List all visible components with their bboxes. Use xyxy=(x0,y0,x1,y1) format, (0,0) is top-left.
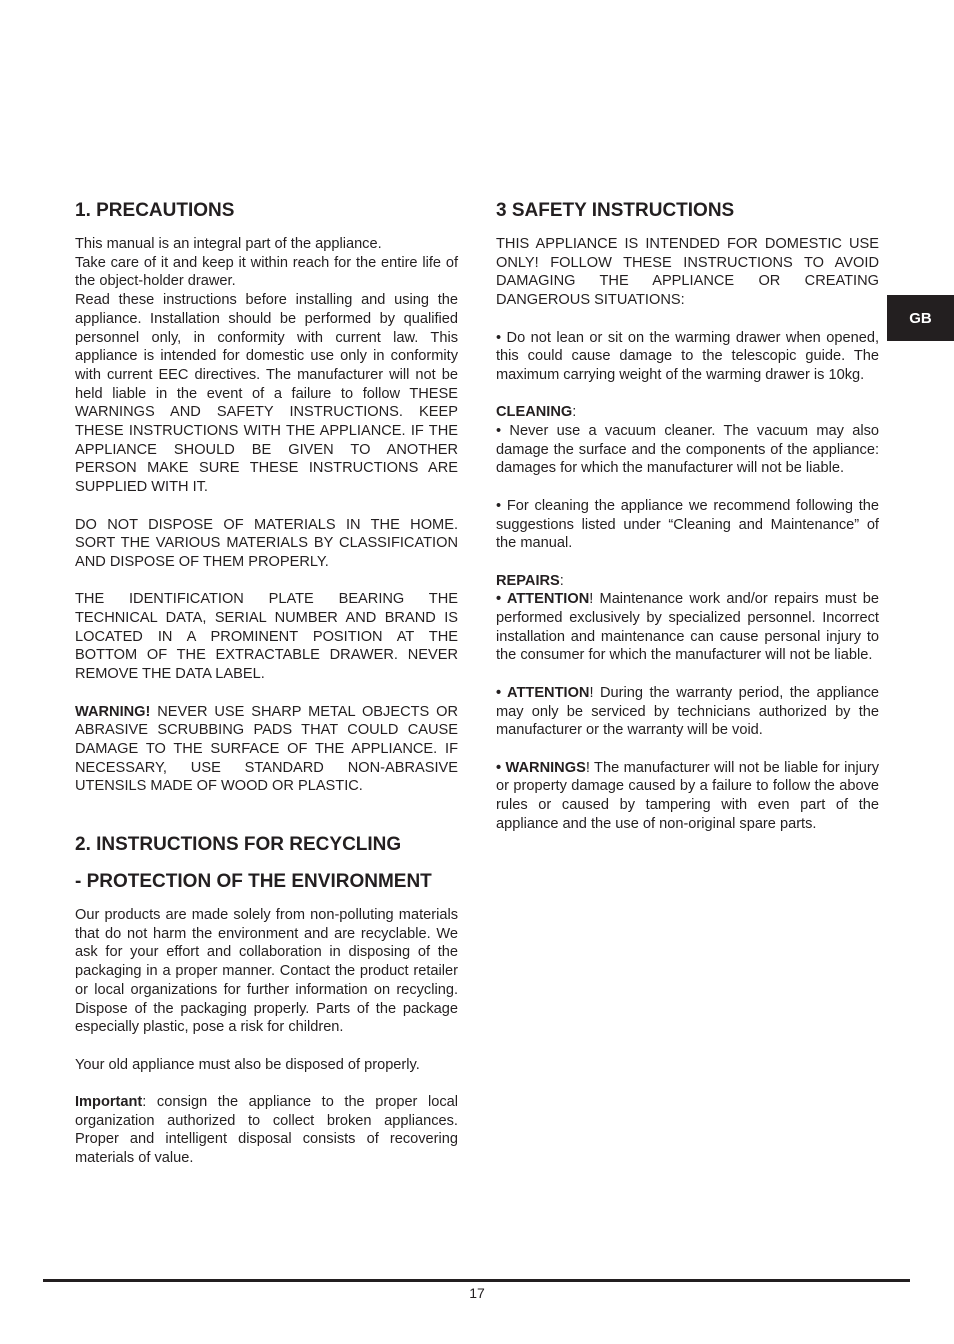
precautions-heading: 1. PRECAUTIONS xyxy=(75,200,235,221)
warnings-text: ! The manufacturer will not be liable for injury or property damage caused by a failure to follow the above rules or caused by tampering with even part of the appliance and the use of non-original spare parts. xyxy=(496,759,879,832)
attention1-text: ! Maintenance work and/or repairs must be performed exclusively by specialized personnel. Incorrect installation and maintenance can cause personal injury to the consumer for which the manufacturer will not be liable. xyxy=(496,591,879,664)
important-label: Important xyxy=(75,1094,143,1111)
attention2-label: • ATTENTION xyxy=(496,684,590,701)
precautions-id-plate-paragraph: THE IDENTIFICATION PLATE BEARING THE TECHNICAL DATA, SERIAL NUMBER AND BRAND IS LOCATED IN A PROMINENT POSITION AT THE BOTTOM OF THE EXTRACTABLE DRAWER. NEVER REMOVE THE DATA LABEL. xyxy=(75,591,458,683)
recycling-paragraph: Our products are made solely from non-polluting materials that do not harm the environment and are recyclable. We ask for your effort and collaboration in disposing of the packaging in a proper manner. Contact the product retailer or local organizations for further information on recycling. Dispose of the packaging properly. Parts of the package especially plastic, pose a risk for children. xyxy=(75,907,458,1036)
precautions-warning-paragraph xyxy=(75,703,458,797)
attention-maintenance-paragraph xyxy=(496,590,879,665)
important-text: : consign the appliance to the proper local organization authorized to collect broken appliances. Proper and intelligent disposal consists of recovering materials of value. xyxy=(75,1094,458,1167)
attention-warranty-paragraph xyxy=(496,684,879,740)
precautions-intro-line2: Take care of it and keep it within reach for the entire life of the object-holder drawer. xyxy=(75,254,458,290)
precautions-disposal-paragraph: DO NOT DISPOSE OF MATERIALS IN THE HOME. SORT THE VARIOUS MATERIALS BY CLASSIFICATION AND DISPOSE OF THEM PROPERLY. xyxy=(75,516,458,570)
footer-divider xyxy=(43,1279,910,1282)
important-paragraph xyxy=(75,1093,458,1168)
repairs-subheading xyxy=(496,572,879,591)
safety-intro: THIS APPLIANCE IS INTENDED FOR DOMESTIC USE ONLY! FOLLOW THESE INSTRUCTIONS TO AVOID DAMAGING THE APPLIANCE OR CREATING DANGEROUS SITUATIONS: xyxy=(496,236,879,309)
left-column xyxy=(75,198,458,1168)
cleaning-vacuum-paragraph: • Never use a vacuum cleaner. The vacuum may also damage the surface and the components of the appliance: damages for which the manufacturer will not be liable. xyxy=(496,423,879,477)
language-tab xyxy=(887,295,954,341)
cleaning-colon: : xyxy=(572,404,577,421)
cleaning-subheading xyxy=(496,403,879,422)
warning-label: WARNING! xyxy=(75,703,151,720)
cleaning-label: CLEANING xyxy=(496,404,573,421)
attention2-text: ! During the warranty period, the appliance may only be serviced by technicians authorized by the manufacturer or the warranty will be void. xyxy=(496,684,879,739)
drawer-note: • Do not lean or sit on the warming drawer when opened, this could cause damage to the telescopic guide. The maximum carrying weight of the warming drawer is 10kg. xyxy=(496,329,879,383)
attention1-label: • ATTENTION xyxy=(496,591,590,608)
warnings-label: • WARNINGS xyxy=(496,759,586,776)
warning-text: NEVER USE SHARP METAL OBJECTS OR ABRASIVE SCRUBBING PADS THAT COULD CAUSE DAMAGE TO THE SURFACE OF THE APPLIANCE. IF NECESSARY, USE STANDARD NON-ABRASIVE UTENSILS MADE OF WOOD OR PLASTIC. xyxy=(75,703,458,795)
language-tab-label: GB xyxy=(909,309,932,327)
recycling-heading-line2: - PROTECTION OF THE ENVIRONMENT xyxy=(75,871,432,893)
right-column xyxy=(496,198,879,833)
page-number: 17 xyxy=(469,1285,485,1301)
repairs-colon: : xyxy=(559,572,564,589)
safety-heading: 3 SAFETY INSTRUCTIONS xyxy=(496,200,735,221)
precautions-intro-line3: Read these instructions before installing and using the appliance. Installation should be performed by qualified personnel only, in conformity with current law. This appliance is intended for domestic use only in conformity with current EEC directives. The manufacturer will not be held liable in the event of a failure to follow THESE WARNINGS AND SAFETY INSTRUCTIONS. KEEP THESE INSTRUCTIONS WITH THE APPLIANCE. IF THE APPLIANCE SHOULD BE GIVEN TO ANOTHER PERSON MAKE SURE THESE INSTRUCTIONS ARE SUPPLIED WITH IT. xyxy=(75,292,458,496)
warnings-paragraph xyxy=(496,759,879,834)
precautions-intro-line1: This manual is an integral part of the appliance. xyxy=(75,236,382,252)
old-appliance-paragraph: Your old appliance must also be disposed of properly. xyxy=(75,1056,420,1073)
cleaning-recommendation-paragraph: • For cleaning the appliance we recommend following the suggestions listed under “Cleaning and Maintenance” of the manual. xyxy=(496,497,879,552)
repairs-label: REPAIRS xyxy=(496,572,560,589)
recycling-heading-line1: 2. INSTRUCTIONS FOR RECYCLING xyxy=(75,834,402,856)
